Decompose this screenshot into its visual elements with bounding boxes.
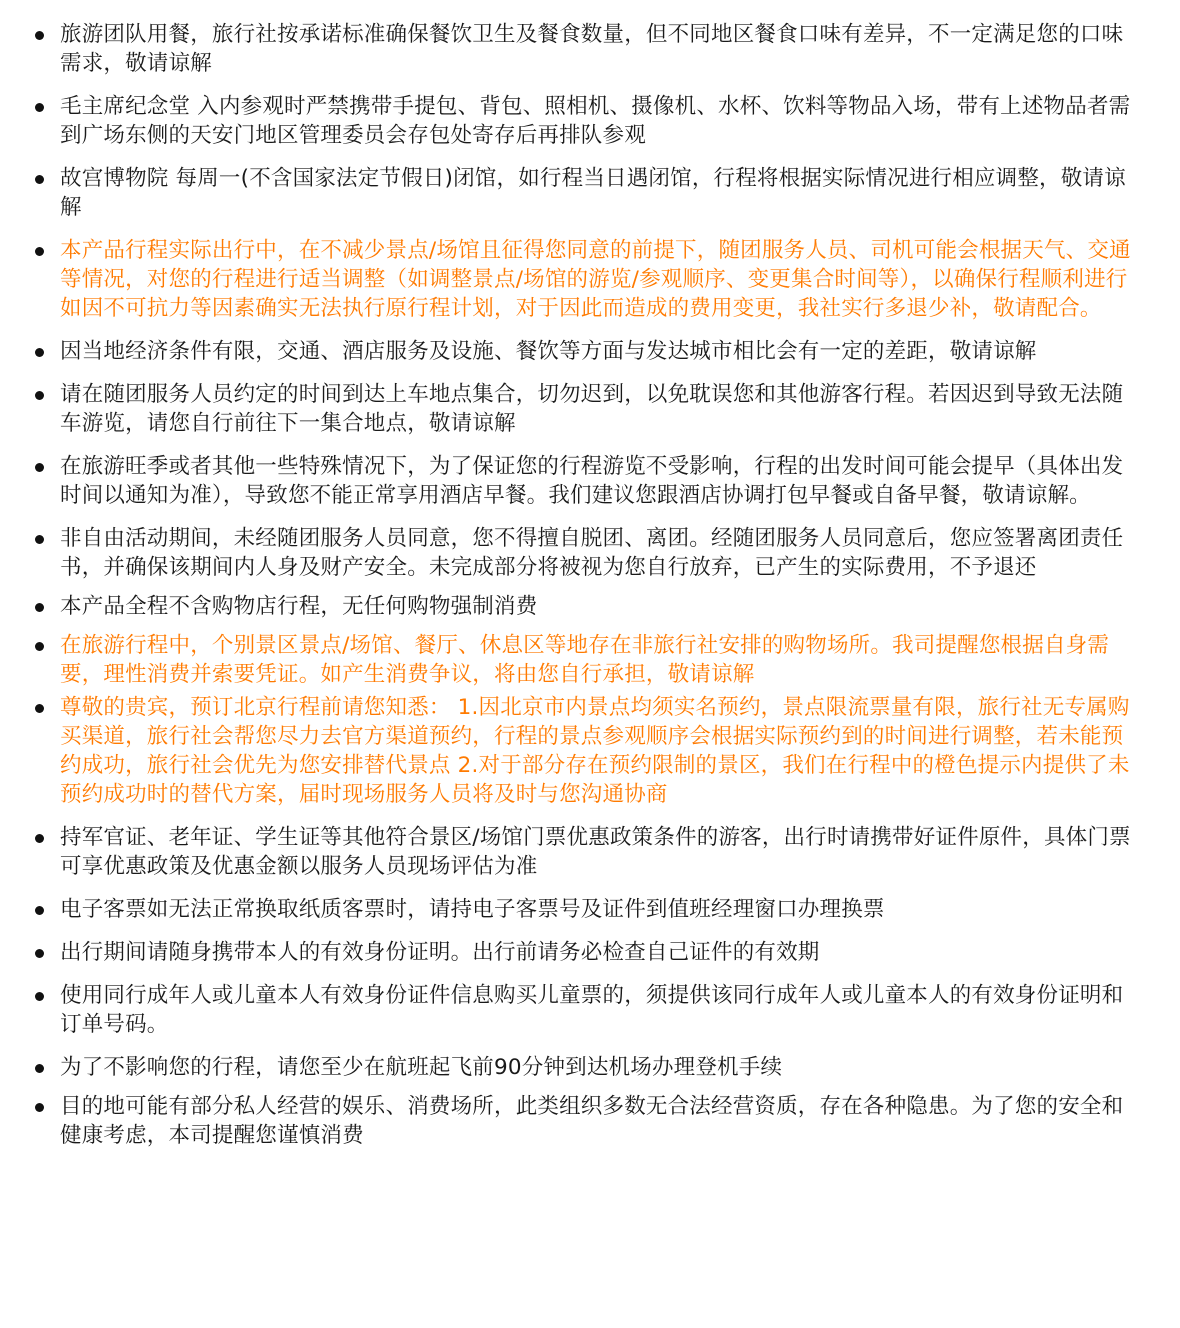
notice-item <box>32 895 1140 924</box>
bullet-icon <box>35 463 44 472</box>
notice-item <box>32 823 1140 881</box>
notice-item <box>32 164 1140 222</box>
notice-text: 持军官证、老年证、学生证等其他符合景区/场馆门票优惠政策条件的游客，出行时请携带好证件原件，具体门票可享优惠政策及优惠金额以服务人员现场评估为准 <box>60 825 1131 879</box>
notice-text: 使用同行成年人或儿童本人有效身份证件信息购买儿童票的，须提供该同行成年人或儿童本人的有效身份证明和订单号码。 <box>60 983 1124 1037</box>
notice-text: 本产品行程实际出行中，在不减少景点/场馆且征得您同意的前提下，随团服务人员、司机可能会根据天气、交通等情况，对您的行程进行适当调整（如调整景点/场馆的游览/参观顺序、变更集合时间等），以确保行程顺利进行如因不可抗力等因素确实无法执行原行程计划，对于因此而造成的费用变更，我社实行多退少补，敬请配合。 <box>60 238 1131 321</box>
bullet-icon <box>35 348 44 357</box>
notice-item-highlighted <box>32 236 1140 323</box>
bullet-icon <box>35 704 44 713</box>
bullet-icon <box>35 31 44 40</box>
notice-item <box>32 524 1140 582</box>
bullet-icon <box>35 1103 44 1112</box>
notice-item <box>32 1092 1140 1150</box>
bullet-icon <box>35 103 44 112</box>
notice-item <box>32 380 1140 438</box>
notice-item <box>32 938 1140 967</box>
notice-text: 电子客票如无法正常换取纸质客票时，请持电子客票号及证件到值班经理窗口办理换票 <box>60 897 885 922</box>
notice-text: 目的地可能有部分私人经营的娱乐、消费场所，此类组织多数无合法经营资质，存在各种隐患。为了您的安全和健康考虑，本司提醒您谨慎消费 <box>60 1094 1124 1148</box>
notice-item <box>32 337 1140 366</box>
notice-item-highlighted <box>32 693 1140 809</box>
bullet-icon <box>35 391 44 400</box>
notice-text: 出行期间请随身携带本人的有效身份证明。出行前请务必检查自己证件的有效期 <box>60 940 820 965</box>
bullet-icon <box>35 834 44 843</box>
notice-text: 非自由活动期间，未经随团服务人员同意，您不得擅自脱团、离团。经随团服务人员同意后，您应签署离团责任书，并确保该期间内人身及财产安全。未完成部分将被视为您自行放弃，已产生的实际费用，不予退还 <box>60 526 1124 580</box>
notice-item <box>32 981 1140 1039</box>
bullet-icon <box>35 603 44 612</box>
bullet-icon <box>35 535 44 544</box>
notice-text: 毛主席纪念堂 入内参观时严禁携带手提包、背包、照相机、摄像机、水杯、饮料等物品入场，带有上述物品者需到广场东侧的天安门地区管理委员会存包处寄存后再排队参观 <box>60 94 1131 148</box>
notice-text: 旅游团队用餐，旅行社按承诺标准确保餐饮卫生及餐食数量，但不同地区餐食口味有差异，不一定满足您的口味需求，敬请谅解 <box>60 22 1124 76</box>
notice-item <box>32 92 1140 150</box>
notice-text: 本产品全程不含购物店行程，无任何购物强制消费 <box>60 594 538 619</box>
notice-item <box>32 592 1140 621</box>
notice-item <box>32 452 1140 510</box>
bullet-icon <box>35 642 44 651</box>
bullet-icon <box>35 247 44 256</box>
notice-text: 在旅游行程中，个别景区景点/场馆、餐厅、休息区等地存在非旅行社安排的购物场所。我司提醒您根据自身需要，理性消费并索要凭证。如产生消费争议，将由您自行承担，敬请谅解 <box>60 633 1110 687</box>
bullet-icon <box>35 949 44 958</box>
notice-text: 为了不影响您的行程，请您至少在航班起飞前90分钟到达机场办理登机手续 <box>60 1055 783 1080</box>
notice-item-highlighted <box>32 631 1140 689</box>
notice-text: 请在随团服务人员约定的时间到达上车地点集合，切勿迟到，以免耽误您和其他游客行程。若因迟到导致无法随车游览，请您自行前往下一集合地点，敬请谅解 <box>60 382 1124 436</box>
notice-item <box>32 20 1140 78</box>
notice-item <box>32 1053 1140 1082</box>
notice-text: 尊敬的贵宾，预订北京行程前请您知悉： 1.因北京市内景点均须实名预约，景点限流票量有限，旅行社无专属购买渠道，旅行社会帮您尽力去官方渠道预约，行程的景点参观顺序会根据实际预约到的时间进行调整，若未能预约成功，旅行社会优先为您安排替代景点 2.对于部分存在预约限制的景区，我们在行程中的橙色提示内提供了未预约成功时的替代方案，届时现场服务人员将及时与您沟通协商 <box>60 695 1130 807</box>
notice-text: 因当地经济条件有限，交通、酒店服务及设施、餐饮等方面与发达城市相比会有一定的差距，敬请谅解 <box>60 339 1037 364</box>
notice-text: 在旅游旺季或者其他一些特殊情况下，为了保证您的行程游览不受影响，行程的出发时间可能会提早（具体出发时间以通知为准），导致您不能正常享用酒店早餐。我们建议您跟酒店协调打包早餐或自备早餐，敬请谅解。 <box>60 454 1124 508</box>
bullet-icon <box>35 906 44 915</box>
bullet-icon <box>35 992 44 1001</box>
bullet-icon <box>35 175 44 184</box>
notice-text: 故宫博物院 每周一(不含国家法定节假日)闭馆，如行程当日遇闭馆，行程将根据实际情况进行相应调整，敬请谅解 <box>60 166 1126 220</box>
bullet-icon <box>35 1064 44 1073</box>
